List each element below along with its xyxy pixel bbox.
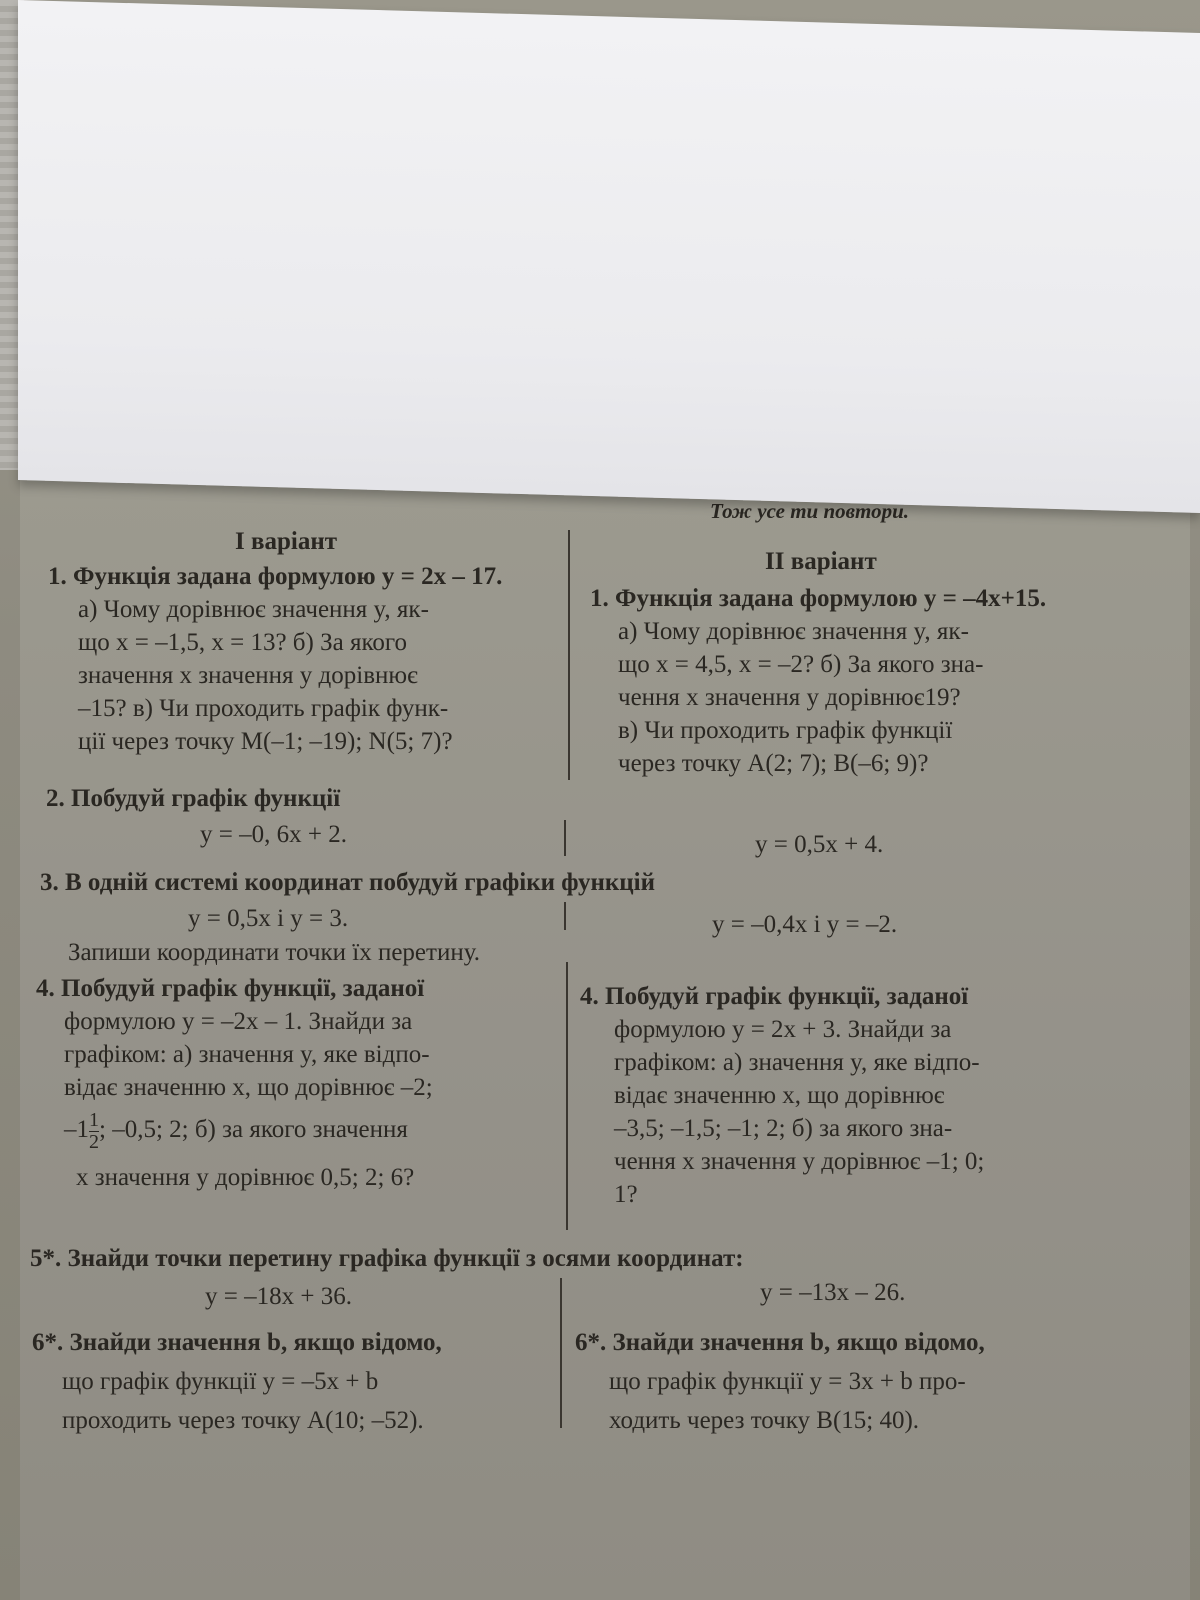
v1-task1-line2: а) Чому дорівнює значення y, як- bbox=[78, 596, 429, 623]
v2-task6-line3: ходить через точку B(15; 40). bbox=[609, 1407, 920, 1434]
v1-task4-line5-rest: ; –0,5; 2; б) за якого значення bbox=[99, 1116, 408, 1144]
v1-task1-line1: 1. Функція задана формулою y = 2x – 17. bbox=[48, 563, 503, 590]
v2-task1-line5: в) Чи проходить графік функції bbox=[618, 717, 953, 744]
v2-task6-line2: що графік функції y = 3x + b про- bbox=[609, 1368, 966, 1395]
v2-task4-line6: чення x значення y дорівнює –1; 0; bbox=[614, 1148, 985, 1175]
document-body bbox=[20, 470, 1190, 1600]
v2-task1 bbox=[590, 582, 1120, 780]
v1-task4-line5 bbox=[36, 1110, 566, 1153]
v2-task1-line6: через точку A(2; 7); B(–6; 9)? bbox=[618, 750, 929, 777]
v2-task6-line1: 6*. Знайди значення b, якщо відомо, bbox=[575, 1329, 985, 1356]
v2-task1-line2: а) Чому дорівнює значення y, як- bbox=[618, 618, 969, 645]
v1-task4-fraction-whole: –1 bbox=[64, 1116, 89, 1144]
task5-formula-v2: y = –13x – 26. bbox=[760, 1279, 906, 1306]
v1-task4-line3: графіком: а) значення y, яке відпо- bbox=[64, 1041, 430, 1068]
v2-task1-line1: 1. Функція задана формулою y = –4x+15. bbox=[590, 585, 1047, 612]
variant1-title: І варіант bbox=[235, 528, 338, 555]
task5-formula-v1: y = –18x + 36. bbox=[205, 1283, 352, 1310]
header-fragment: Тож усе ти повтори. bbox=[710, 499, 910, 523]
column-divider-3 bbox=[564, 902, 566, 930]
task5-text: 5*. Знайди точки перетину графіка функції з осями координат: bbox=[30, 1245, 744, 1272]
v1-task4-line6: x значення y дорівнює 0,5; 2; 6? bbox=[76, 1164, 415, 1191]
column-divider-1 bbox=[568, 530, 570, 780]
v1-task4-line2: формулою y = –2x – 1. Знайди за bbox=[64, 1008, 413, 1035]
v1-task1 bbox=[48, 560, 568, 758]
v1-task4 bbox=[36, 972, 566, 1194]
column-divider-4 bbox=[566, 962, 568, 1230]
v1-task4-line4: відає значенню x, що дорівнює –2; bbox=[64, 1074, 433, 1101]
v2-task4-line4: відає значенню x, що дорівнює bbox=[614, 1082, 945, 1109]
v1-task1-line3: що x = –1,5, x = 13? б) За якого bbox=[78, 629, 407, 656]
fraction-numerator: 1 bbox=[89, 1109, 99, 1131]
v1-task6-line2: що графік функції y = –5x + b bbox=[62, 1368, 379, 1395]
v2-task4-line7: 1? bbox=[614, 1181, 638, 1208]
v2-task4-line1: 4. Побудуй графік функції, заданої bbox=[580, 983, 969, 1010]
task3-formula-v1: y = 0,5x і y = 3. bbox=[188, 905, 349, 932]
task2-text: 2. Побудуй графік функції bbox=[46, 785, 341, 812]
v1-task6-line1: 6*. Знайди значення b, якщо відомо, bbox=[32, 1329, 442, 1356]
fraction-denominator: 2 bbox=[89, 1131, 99, 1153]
v1-task1-line5: –15? в) Чи проходить графік функ- bbox=[78, 695, 449, 722]
v1-task4-line1: 4. Побудуй графік функції, заданої bbox=[36, 975, 425, 1002]
v1-task1-line4: значення x значення y дорівнює bbox=[78, 662, 418, 689]
v2-task1-line4: чення x значення y дорівнює19? bbox=[618, 684, 961, 711]
v2-task1-line3: що x = 4,5, x = –2? б) За якого зна- bbox=[618, 651, 984, 678]
task3-note: Запиши координати точки їх перетину. bbox=[68, 939, 480, 966]
task3-text: 3. В одній системі координат побудуй графіки функцій bbox=[40, 869, 656, 896]
variant2-title: ІІ варіант bbox=[765, 548, 877, 575]
blank-paper-sheet bbox=[18, 0, 1200, 513]
v2-task6 bbox=[575, 1326, 1120, 1437]
v1-task6-line3: проходить через точку A(10; –52). bbox=[62, 1407, 424, 1434]
v2-task4-line2: формулою y = 2x + 3. Знайди за bbox=[614, 1016, 952, 1043]
task3-formula-v2: y = –0,4x і y = –2. bbox=[712, 911, 898, 938]
column-divider-2 bbox=[564, 820, 566, 856]
v1-task1-line6: ції через точку M(–1; –19); N(5; 7)? bbox=[78, 728, 453, 755]
task2-formula-v2: y = 0,5x + 4. bbox=[755, 831, 884, 858]
v1-task6 bbox=[32, 1326, 562, 1437]
v2-task4-line5: –3,5; –1,5; –1; 2; б) за якого зна- bbox=[614, 1115, 953, 1142]
v2-task4 bbox=[580, 980, 1120, 1211]
v1-task4-fraction bbox=[89, 1110, 99, 1153]
textbook-page bbox=[20, 470, 1190, 1600]
task2-formula-v1: y = –0, 6x + 2. bbox=[200, 821, 347, 848]
v2-task4-line3: графіком: а) значення y, яке відпо- bbox=[614, 1049, 980, 1076]
